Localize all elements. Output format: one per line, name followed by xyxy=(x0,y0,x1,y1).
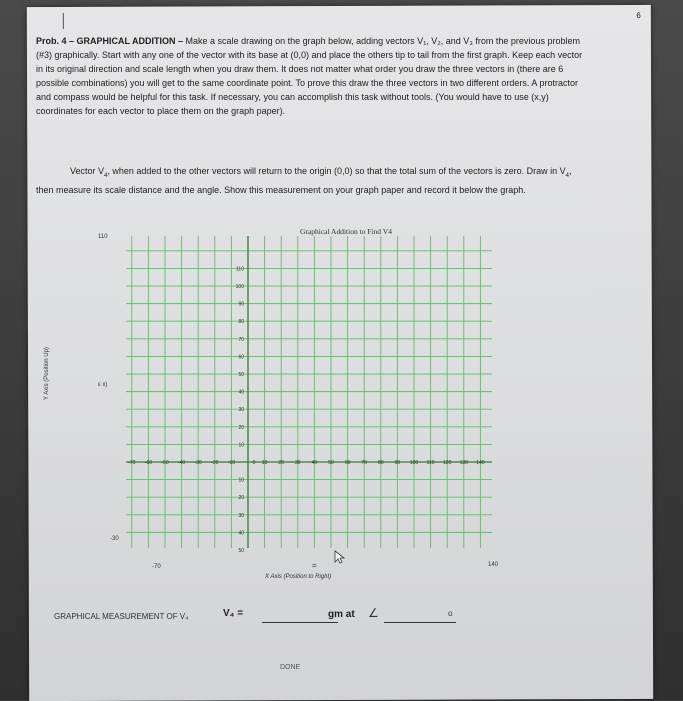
y-tick-label: 50 xyxy=(238,372,244,379)
y-tick-label: 10 xyxy=(238,442,244,449)
y-axis-label: Y Axis (Position Up) xyxy=(44,347,50,400)
v4-angle-blank[interactable] xyxy=(384,622,456,623)
x-tick-label: -70 xyxy=(128,460,136,466)
mouse-pointer-icon xyxy=(335,551,344,563)
x-tick-label: 100 xyxy=(409,460,419,466)
x-tick-label: 130 xyxy=(459,460,468,466)
x-tick-label: 10 xyxy=(261,460,268,466)
instruction-part1: Vector V xyxy=(70,166,105,176)
x-tick-label: 140 xyxy=(476,460,485,466)
y-tick-label: 60 xyxy=(238,354,244,361)
y-tick-label: 40 xyxy=(238,530,244,537)
problem-body: Make a scale drawing on the graph below, adding vectors V₁, V₂, and V₃ from the previous problem (#3) graphically. Start with any one of the vector with its base at (0,0) and place the others tip to tail from the first graph. Keep each vector in its original direction and scale length when you draw them. It does not matter what order you draw the three vectors in (there are 6 possible combinations) you will get to the same coordinate point. To prove this draw the three vectors in two different orders. A protractor and compass would be helpful for this task. If necessary, you can accomplish this task without tools. (You would have to use (x,y) coordinates for each vector to place them on the graph paper). xyxy=(36,36,583,116)
x-tick-label: 70 xyxy=(361,460,367,466)
measurement-label: GRAPHICAL MEASUREMENT OF V₄ xyxy=(54,612,189,621)
y-tick-label: 110 xyxy=(236,266,244,273)
y-tick-label: 40 xyxy=(238,389,244,396)
v4-equals: V₄ = xyxy=(223,608,244,619)
x-tick-label: 50 xyxy=(328,460,334,466)
angle-icon: ∠ xyxy=(368,606,379,620)
x-tick-label: 40 xyxy=(311,460,318,466)
page-number: 6 xyxy=(636,10,641,20)
y-tick-label: 20 xyxy=(238,424,244,431)
x-axis-label: X Axis (Position to Right) xyxy=(265,574,332,580)
x-tick-label: 120 xyxy=(443,460,452,466)
grid-lines xyxy=(126,236,492,548)
x-tick-label: 110 xyxy=(426,460,435,466)
left-margin-top: 110 xyxy=(98,234,108,240)
x-tick-label: 30 xyxy=(295,460,301,466)
bottom-right-note: 140 xyxy=(488,562,499,568)
problem-title: Prob. 4 – GRAPHICAL ADDITION – xyxy=(36,36,184,46)
bottom-center-mark: = xyxy=(312,561,317,570)
x-tick-label: 20 xyxy=(278,460,284,466)
gm-at-label: gm at xyxy=(328,609,355,620)
instruction-part2: , when added to the other vectors will return to the origin (0,0) so that the total sum of the vectors is zero. Draw in V xyxy=(107,166,566,176)
y-tick-label: 30 xyxy=(238,407,244,414)
v4-magnitude-blank[interactable] xyxy=(262,622,338,623)
x-tick-label: 60 xyxy=(344,460,351,466)
x-tick-label: 0 xyxy=(252,460,256,466)
x-tick-label: -30 xyxy=(194,460,202,466)
left-margin-bottom: -30 xyxy=(110,536,119,542)
y-tick-label: 30 xyxy=(238,512,244,519)
degree-symbol: o xyxy=(448,609,453,618)
done-button[interactable]: DONE xyxy=(280,664,301,671)
x-tick-label: -60 xyxy=(144,460,153,466)
x-tick-label: 90 xyxy=(394,460,401,466)
y-tick-label: 90 xyxy=(238,301,244,308)
y-tick-label: 100 xyxy=(235,284,244,291)
y-tick-label: 70 xyxy=(238,336,244,343)
x-tick-label: -50 xyxy=(161,460,169,466)
y-tick-label: 80 xyxy=(238,319,244,326)
instruction-sub1: 4 xyxy=(104,172,108,179)
x-tick-label: -20 xyxy=(211,460,219,466)
x-tick-label: 80 xyxy=(378,460,384,466)
left-margin-mid: ε x) xyxy=(98,382,108,388)
x-tick-label: -40 xyxy=(177,460,186,466)
instruction-part3: , then measure its scale distance and the angle. Show this measurement on your graph paper and record it below the graph. xyxy=(36,166,572,195)
y-tick-label: 20 xyxy=(238,495,244,502)
graph-title: Graphical Addition to Find V4 xyxy=(300,227,392,236)
y-tick-label: 50 xyxy=(238,547,244,554)
y-tick-label: 10 xyxy=(238,477,244,484)
x-tick-label: -10 xyxy=(227,460,236,466)
bottom-left-note: -70 xyxy=(152,564,161,570)
instruction-sub2: 4 xyxy=(565,172,569,179)
